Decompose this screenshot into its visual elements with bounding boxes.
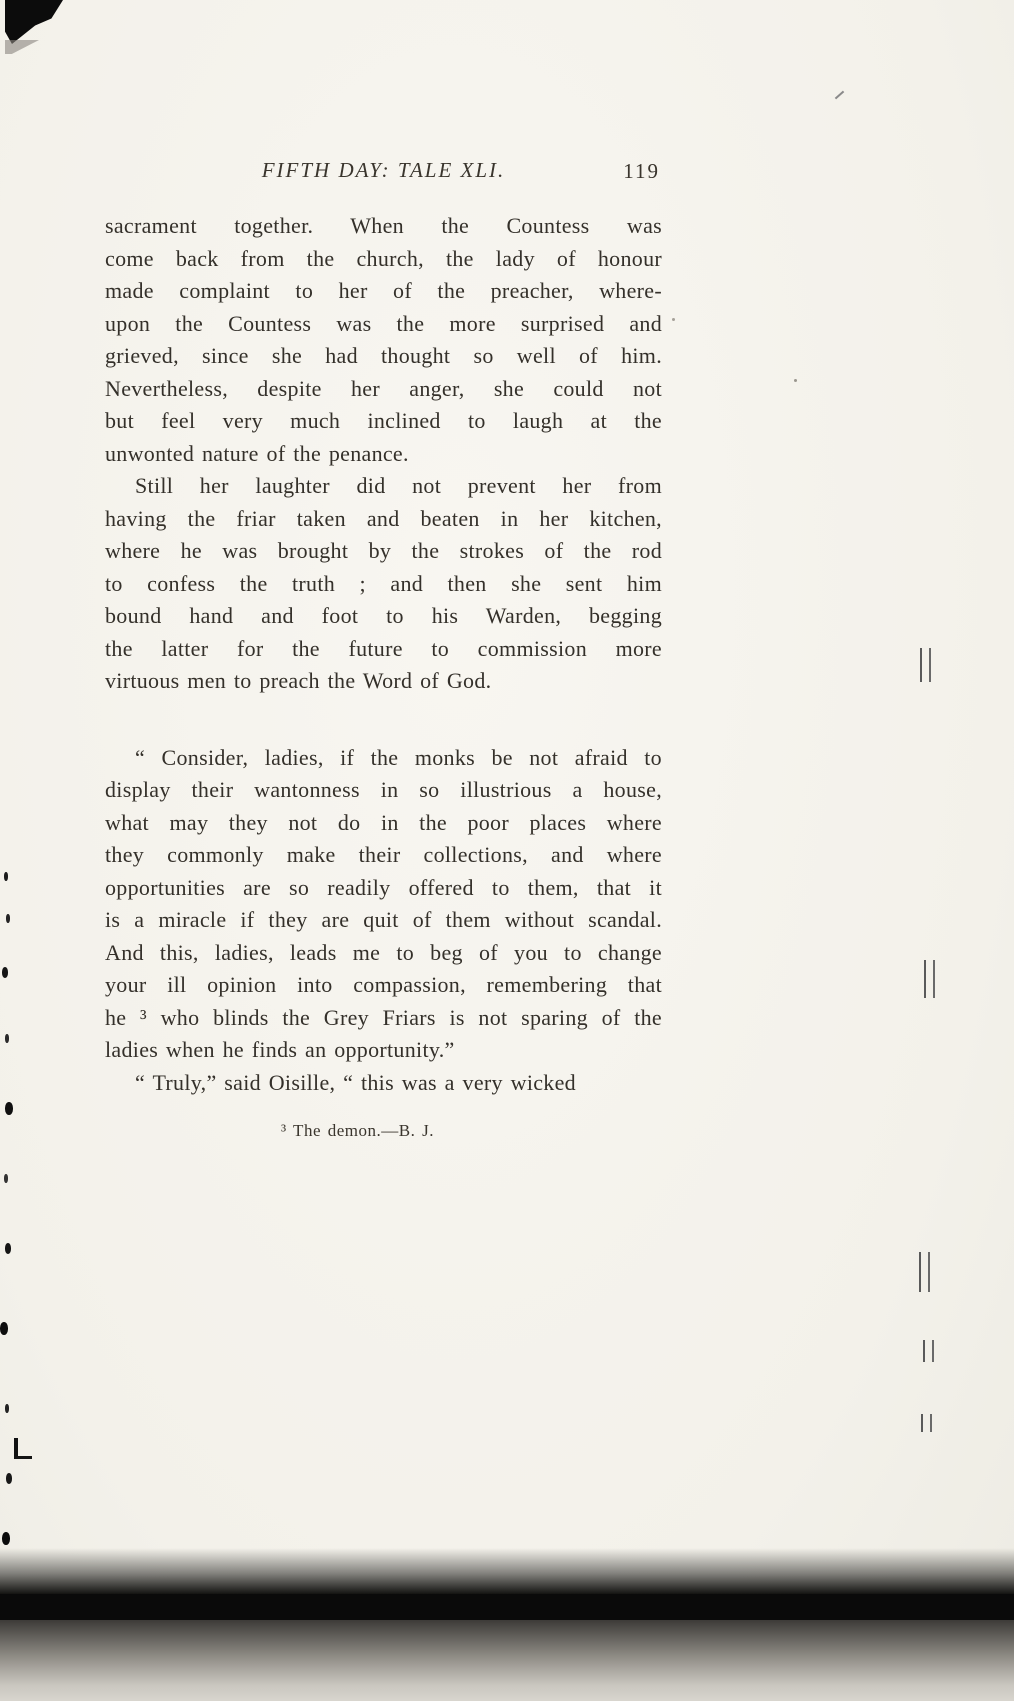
scan-mark-right-1 <box>920 648 931 682</box>
scan-bottom-fade <box>0 1548 1014 1594</box>
scan-smudge-top-left <box>5 0 63 44</box>
scan-specks-left-edge <box>4 872 8 881</box>
text-line: “ Consider, ladies, if the monks be not afraid to <box>135 744 662 770</box>
text-line: “ Truly,” said Oisille, “ this was a very wicked <box>135 1069 576 1095</box>
running-head-title: FIFTH DAY: TALE XLI. <box>261 158 506 182</box>
paragraph <box>105 210 662 470</box>
page-number: 119 <box>623 159 660 183</box>
text-line: what may they not do in the poor places where <box>105 809 662 835</box>
scan-dot-1 <box>794 379 797 382</box>
scan-shade-top-left <box>5 40 39 54</box>
page-header <box>105 158 662 188</box>
text-line: the latter for the future to commission more <box>105 635 662 661</box>
text-line: your ill opinion into compassion, remembering that <box>105 972 662 997</box>
text-line: And this, ladies, leads me to beg of you to change <box>105 939 662 965</box>
scan-mark-right-3 <box>919 1252 930 1292</box>
text-line: made complaint to her of the preacher, where- <box>105 278 662 303</box>
scan-mark-left <box>14 1438 32 1459</box>
text-line: but feel very much inclined to laugh at the <box>105 408 662 433</box>
text-line: Still her laughter did not prevent her from <box>135 473 662 498</box>
text-line: Nevertheless, despite her anger, she could not <box>105 375 662 401</box>
scan-mark-right-4 <box>923 1340 934 1362</box>
text-line: upon the Countess was the more surprised and <box>105 310 662 336</box>
text-line: bound hand and foot to his Warden, begging <box>105 603 662 628</box>
text-line: opportunities are so readily offered to them, that it <box>105 874 662 900</box>
text-line: to confess the truth ; and then she sent him <box>105 570 662 596</box>
text-line: virtuous men to preach the Word of God. <box>105 668 492 693</box>
text-line: having the friar taken and beaten in her kitchen, <box>105 505 662 531</box>
text-line: grieved, since she had thought so well of him. <box>105 343 662 368</box>
paragraph <box>105 742 662 1067</box>
text-line: ladies when he finds an opportunity.” <box>105 1037 455 1062</box>
text-line: he ³ who blinds the Grey Friars is not sparing of the <box>105 1004 662 1030</box>
scan-mark-right-2 <box>924 960 935 998</box>
text-line: unwonted nature of the penance. <box>105 440 409 466</box>
scan-tick-top-right <box>835 91 845 100</box>
paragraphs-container <box>105 210 662 1099</box>
text-line: come back from the church, the lady of honour <box>105 245 662 271</box>
text-line: they commonly make their collections, and where <box>105 842 662 867</box>
scan-mark-right-5 <box>921 1414 932 1432</box>
text-line: is a miracle if they are quit of them without scandal. <box>105 907 662 932</box>
scan-dot-2 <box>672 318 675 321</box>
text-line: where he was brought by the strokes of the rod <box>105 538 662 563</box>
scan-bottom-black-band <box>0 1594 1014 1620</box>
paragraph <box>105 470 662 698</box>
footnote: ³ The demon.—B. J. <box>281 1121 434 1140</box>
text-line: sacrament together. When the Countess was <box>105 213 662 238</box>
scan-bottom-gray-band <box>0 1620 1014 1701</box>
text-block <box>105 210 662 1148</box>
paragraph <box>105 1067 662 1100</box>
text-line: display their wantonness in so illustrious a house, <box>105 777 662 802</box>
